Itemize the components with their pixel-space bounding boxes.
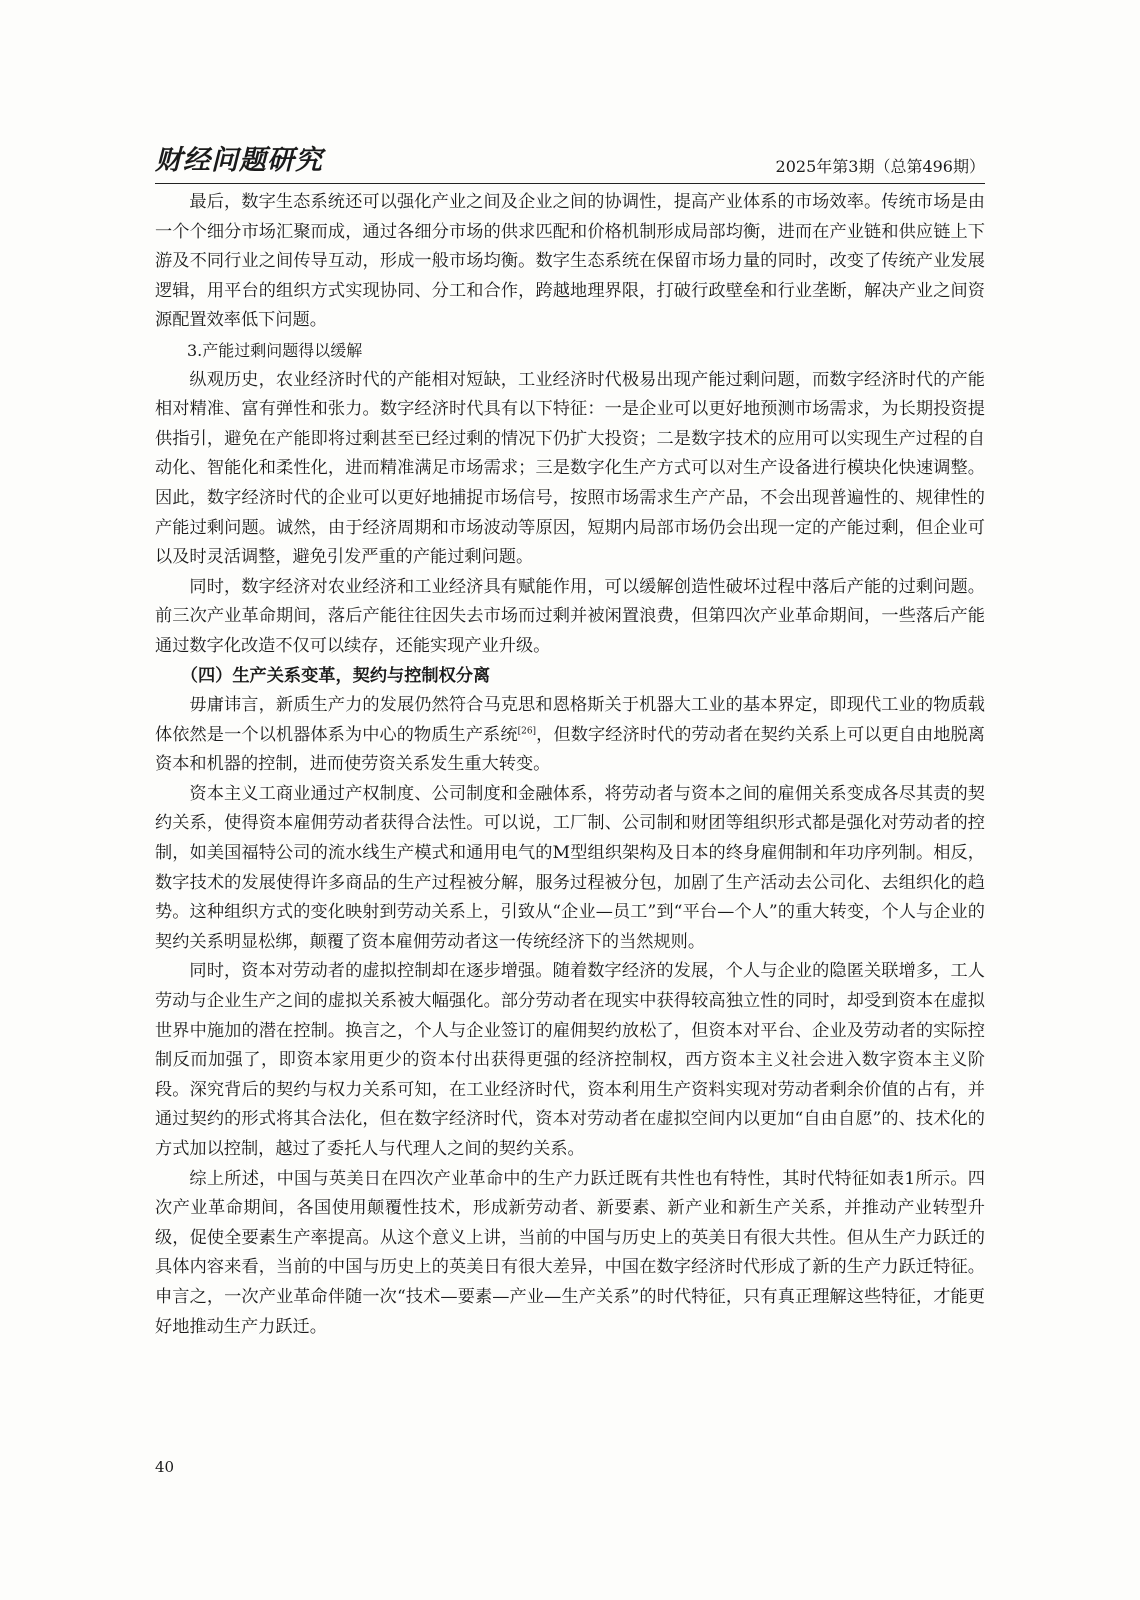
paragraph: 纵观历史，农业经济时代的产能相对短缺，工业经济时代极易出现产能过剩问题，而数字经济时代的产能相对精准、富有弹性和张力。数字经济时代具有以下特征：一是企业可以更好地预测市场需求，为长期投资提供指引，避免在产能即将过剩甚至已经过剩的情况下仍扩大投资；二是数字技术的应用可以实现生产过程的自动化、智能化和柔性化，进而精准满足市场需求；三是数字化生产方式可以对生产设备进行模块化快速调整。因此，数字经济时代的企业可以更好地捕捉市场信号，按照市场需求生产产品，不会出现普遍性的、规律性的产能过剩问题。诚然，由于经济周期和市场波动等原因，短期内局部市场仍会出现一定的产能过剩，但企业可以及时灵活调整，避免引发严重的产能过剩问题。 xyxy=(155,369,985,568)
paragraph: 综上所述，中国与英美日在四次产业革命中的生产力跃迁既有共性也有特性，其时代特征如表1所示。四次产业革命期间，各国使用颠覆性技术，形成新劳动者、新要素、新产业和新生产关系，并推动产业转型升级，促使全要素生产率提高。从这个意义上讲，当前的中国与历史上的英美日有很大共性。但从生产力跃迁的具体内容来看，当前的中国与历史上的英美日有很大差异，中国在数字经济时代形成了新的生产力跃迁特征。申言之，一次产业革命伴随一次“技术—要素—产业—生产关系”的时代特征，只有真正理解这些特征，才能更好地推动生产力跃迁。 xyxy=(155,1168,985,1337)
citation-ref[interactable]: [26] xyxy=(517,725,537,736)
paragraph xyxy=(155,691,985,780)
running-header xyxy=(155,141,985,184)
paragraph: 同时，数字经济对农业经济和工业经济具有赋能作用，可以缓解创造性破坏过程中落后产能的过剩问题。前三次产业革命期间，落后产能往往因失去市场而过剩并被闲置浪费，但第四次产业革命期间，一些落后产能通过数字化改造不仅可以续存，还能实现产业升级。 xyxy=(155,576,985,656)
page-number: 40 xyxy=(155,1458,175,1476)
journal-name: 财经问题研究 xyxy=(155,145,323,176)
paragraph: 最后，数字生态系统还可以强化产业之间及企业之间的协调性，提高产业体系的市场效率。传统市场是由一个个细分市场汇聚而成，通过各细分市场的供求匹配和价格机制形成局部均衡，进而在产业链和供应链上下游及不同行业之间传导互动，形成一般市场均衡。数字生态系统在保留市场力量的同时，改变了传统产业发展逻辑，用平台的组织方式实现协同、分工和合作，跨越地理界限，打破行政壁垒和行业垄断，解决产业之间资源配置效率低下问题。 xyxy=(155,192,985,331)
paragraph: 同时，资本对劳动者的虚拟控制却在逐步增强。随着数字经济的发展，个人与企业的隐匿关联增多，工人劳动与企业生产之间的虚拟关系被大幅强化。部分劳动者在现实中获得较高独立性的同时，却受到资本在虚拟世界中施加的潜在控制。换言之，个人与企业签订的雇佣契约放松了，但资本对平台、企业及劳动者的实际控制反而加强了，即资本家用更少的资本付出获得更强的经济控制权，西方资本主义社会进入数字资本主义阶段。深究背后的契约与权力关系可知，在工业经济时代，资本利用生产资料实现对劳动者剩余价值的占有，并通过契约的形式将其合法化，但在数字经济时代，资本对劳动者在虚拟空间内以更加“自由自愿”的、技术化的方式加以控制，越过了委托人与代理人之间的契约关系。 xyxy=(155,961,985,1159)
paragraph: 资本主义工商业通过产权制度、公司制度和金融体系，将劳动者与资本之间的雇佣关系变成各尽其责的契约关系，使得资本雇佣劳动者获得合法性。可以说，工厂制、公司制和财团等组织形式都是强化对劳动者的控制，如美国福特公司的流水线生产模式和通用电气的M型组织架构及日本的终身雇佣制和年功序列制。相反，数字技术的发展使得许多商品的生产过程被分解，服务过程被分包，加剧了生产活动去公司化、去组织化的趋势。这种组织方式的变化映射到劳动关系上，引致从“企业—员工”到“平台—个人”的重大转变，个人与企业的契约关系明显松绑，颠覆了资本雇佣劳动者这一传统经济下的当然规则。 xyxy=(155,783,985,952)
paragraph-text-cont: ，但数字经济时代的劳动者在契约关系上可以更自由地脱离资本和机器的控制，进而使劳资关系发生重大转变。 xyxy=(155,724,985,775)
article-body xyxy=(155,188,985,1342)
subsection-heading: 3.产能过剩问题得以缓解 xyxy=(187,340,363,360)
section-heading: （四）生产关系变革，契约与控制权分离 xyxy=(180,665,491,686)
paragraph-text: 毋庸讳言，新质生产力的发展仍然符合马克思和恩格斯关于机器大工业的基本界定，即现代工业的物质载体依然是一个以机器体系为中心的物质生产系统 xyxy=(155,695,985,745)
issue-info: 2025年第3期（总第496期） xyxy=(775,157,985,176)
